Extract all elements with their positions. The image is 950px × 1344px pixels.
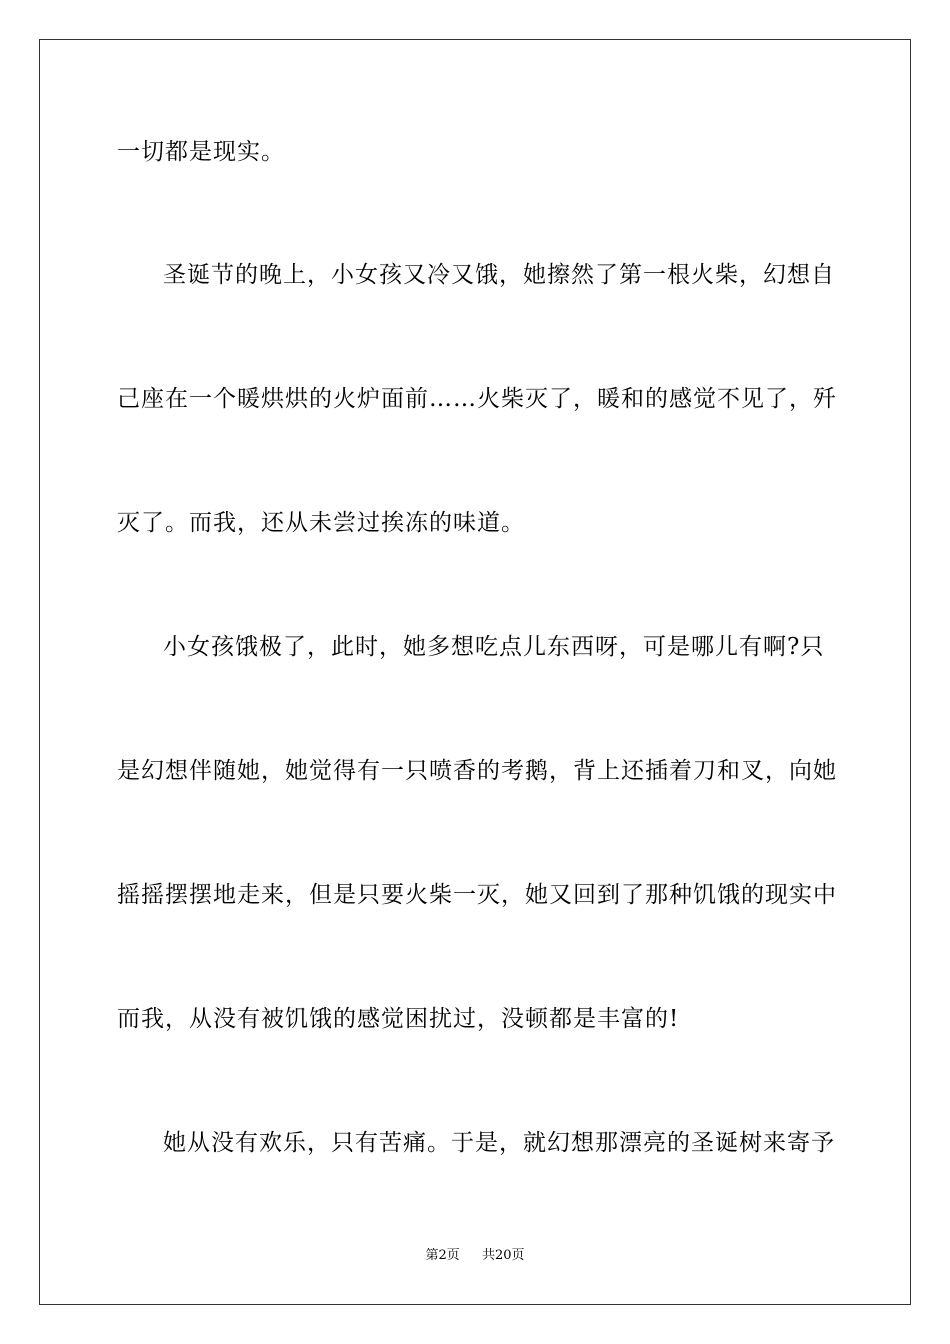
page-number: 第2页 xyxy=(425,1248,460,1263)
paragraph-line: 小女孩饿极了，此时，她多想吃点儿东西呀，可是哪儿有啊?只 xyxy=(163,634,825,660)
paragraph-line: 她从没有欢乐，只有苦痛。于是，就幻想那漂亮的圣诞树来寄予 xyxy=(163,1130,835,1156)
total-pages: 共20页 xyxy=(482,1248,525,1263)
paragraph-line: 己座在一个暖烘烘的火炉面前……火柴灭了，暖和的感觉不见了，歼 xyxy=(117,386,837,412)
paragraph-line: 灭了。而我，还从未尝过挨冻的味道。 xyxy=(117,510,525,536)
page-footer xyxy=(0,1246,950,1266)
paragraph-line: 是幻想伴随她，她觉得有一只喷香的考鹅，背上还插着刀和叉，向她 xyxy=(117,758,837,784)
page-frame xyxy=(39,39,911,1305)
paragraph-line: 圣诞节的晚上，小女孩又冷又饿，她擦然了第一根火柴，幻想自 xyxy=(163,262,835,288)
paragraph-line: 一切都是现实。 xyxy=(117,139,285,165)
paragraph-line: 而我，从没有被饥饿的感觉困扰过，没顿都是丰富的! xyxy=(117,1006,680,1032)
paragraph-line: 摇摇摆摆地走来，但是只要火柴一灭，她又回到了那种饥饿的现实中 xyxy=(117,882,837,908)
